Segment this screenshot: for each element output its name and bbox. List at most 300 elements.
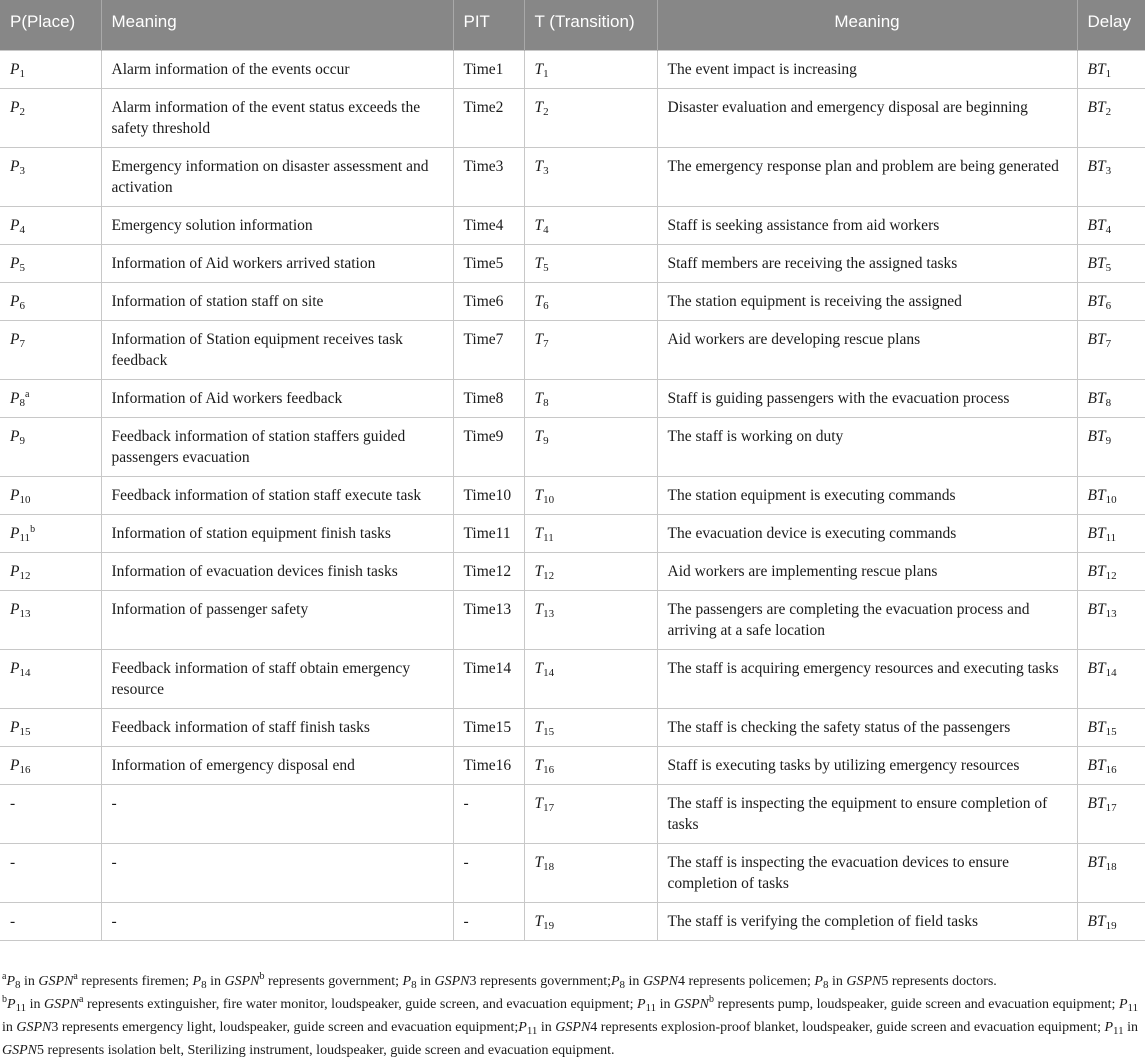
cell-place [0,88,101,147]
footnote-text: P [518,1020,527,1035]
footnote-text: P [814,974,823,989]
transition-index: 4 [543,223,549,236]
footnote-text: GSPN [555,1020,591,1035]
table-row [0,282,1145,320]
cell-delay [1077,784,1145,843]
cell-transition [524,784,657,843]
cell-pit: - [453,784,524,843]
footnote-mark: a [24,388,30,400]
cell-delay [1077,552,1145,590]
footnote-text: GSPN [16,1020,52,1035]
footnote-text: in [656,997,675,1012]
cell-delay [1077,708,1145,746]
cell-pit: Time8 [453,379,524,417]
delay-index: 17 [1105,801,1117,814]
cell-transition [524,320,657,379]
place-index: 4 [19,223,25,236]
transition-index: 15 [543,725,555,738]
table-row [0,50,1145,88]
transition-index: 19 [543,919,555,932]
place-index: 12 [19,569,31,582]
transition-index: 16 [543,763,555,776]
footnote-text: in [206,974,225,989]
delay-symbol: BT [1087,853,1106,871]
transition-index: 17 [543,801,555,814]
cell-transition [524,746,657,784]
place-symbol: - [10,853,16,871]
cell-transition [524,417,657,476]
footnote-text: GSPN [674,997,710,1012]
cell-place [0,320,101,379]
place-index: 5 [19,261,25,274]
cell-place [0,147,101,206]
delay-symbol: BT [1087,600,1106,618]
transition-symbol: T [534,912,544,930]
cell-delay [1077,50,1145,88]
cell-place [0,784,101,843]
delay-index: 16 [1105,763,1117,776]
cell-place-meaning: - [101,843,453,902]
delay-symbol: BT [1087,794,1106,812]
place-symbol: P [10,98,20,116]
footnote-text: GSPN [846,974,882,989]
place-index: 15 [19,725,31,738]
delay-symbol: BT [1087,389,1106,407]
place-symbol: P [10,60,20,78]
footnote-b [2,995,1142,1061]
place-symbol: P [10,659,20,677]
cell-transition-meaning: Staff is seeking assistance from aid workers [657,206,1077,244]
table-header [0,0,1145,50]
footnote-subscript: 11 [1127,1002,1139,1014]
footnote-text: 3 represents government; [469,974,611,989]
cell-transition-meaning: The staff is inspecting the equipment to ensure completion of tasks [657,784,1077,843]
cell-delay [1077,746,1145,784]
transition-symbol: T [534,756,544,774]
footnote-text: in [26,997,45,1012]
transition-symbol: T [534,98,544,116]
cell-transition [524,88,657,147]
cell-pit: Time1 [453,50,524,88]
delay-index: 2 [1105,105,1112,118]
cell-transition-meaning: The emergency response plan and problem are being generated [657,147,1077,206]
footnote-text: P [7,997,16,1012]
header-place: P(Place) [0,0,101,50]
table-row [0,206,1145,244]
cell-pit: Time9 [453,417,524,476]
table-row [0,902,1145,940]
transition-symbol: T [534,486,544,504]
cell-transition [524,552,657,590]
footnote-subscript: 11 [526,1025,538,1037]
delay-symbol: BT [1087,756,1106,774]
cell-transition-meaning: The staff is working on duty [657,417,1077,476]
cell-delay [1077,843,1145,902]
table-row [0,552,1145,590]
footnote-subscript: 8 [822,979,829,991]
footnote-text: 3 represents emergency light, loudspeaker, guide screen and evacuation equipment; [51,1020,519,1035]
footnote-text: represents extinguisher, fire water monitor, loudspeaker, guide screen, and evacuation equipment; [83,997,637,1012]
cell-delay [1077,379,1145,417]
cell-pit: Time7 [453,320,524,379]
header-pit: PIT [453,0,524,50]
cell-delay [1077,282,1145,320]
table-body [0,50,1145,940]
transition-index: 14 [543,666,555,679]
header-row [0,0,1145,50]
cell-pit: Time14 [453,649,524,708]
place-symbol: P [10,486,20,504]
delay-symbol: BT [1087,98,1106,116]
footnote-text: in [2,1020,17,1035]
footnote-text: GSPN [642,974,678,989]
delay-symbol: BT [1087,292,1106,310]
transition-index: 5 [543,261,549,274]
cell-place-meaning: Feedback information of staff finish tasks [101,708,453,746]
footnote-text: in [1123,1020,1139,1035]
cell-place [0,244,101,282]
cell-place [0,746,101,784]
cell-delay [1077,320,1145,379]
transition-index: 18 [543,860,555,873]
table-row [0,379,1145,417]
footnote-superscript: b [709,994,715,1005]
delay-symbol: BT [1087,562,1106,580]
cell-pit: Time3 [453,147,524,206]
transition-symbol: T [534,524,544,542]
cell-place-meaning: - [101,902,453,940]
delay-index: 7 [1105,337,1112,350]
cell-place [0,417,101,476]
cell-pit: Time11 [453,514,524,552]
footnote-subscript: 8 [15,979,21,991]
cell-delay [1077,590,1145,649]
footnote-mark: b [30,523,36,535]
delay-index: 18 [1105,860,1117,873]
header-place-meaning: Meaning [101,0,453,50]
footnote-superscript: a [73,971,78,982]
cell-pit: Time5 [453,244,524,282]
delay-symbol: BT [1087,659,1106,677]
transition-symbol: T [534,659,544,677]
cell-transition-meaning: The station equipment is receiving the assigned [657,282,1077,320]
table-row [0,746,1145,784]
footnote-text: GSPN [44,997,80,1012]
cell-transition [524,282,657,320]
place-index: 14 [19,666,31,679]
footnote-text: P [6,974,16,989]
transition-index: 8 [543,396,549,409]
cell-transition-meaning: The staff is verifying the completion of field tasks [657,902,1077,940]
delay-index: 9 [1105,434,1112,447]
cell-place [0,282,101,320]
cell-place-meaning: Emergency solution information [101,206,453,244]
cell-transition [524,147,657,206]
footnotes [0,972,1144,1061]
place-index: 16 [19,763,31,776]
cell-pit: - [453,843,524,902]
footnote-label: a [2,971,7,982]
cell-transition-meaning: The staff is acquiring emergency resources and executing tasks [657,649,1077,708]
delay-index: 3 [1105,164,1112,177]
delay-index: 5 [1105,261,1112,274]
transition-symbol: T [534,216,544,234]
transition-symbol: T [534,427,544,445]
cell-pit: Time4 [453,206,524,244]
cell-place [0,476,101,514]
footnote-text: 4 represents explosion-proof blanket, loudspeaker, guide screen and evacuation equipment; [590,1020,1105,1035]
cell-pit: Time6 [453,282,524,320]
delay-index: 11 [1105,531,1117,544]
footnote-a [2,972,1142,995]
transition-symbol: T [534,562,544,580]
place-symbol: P [10,562,20,580]
table-row [0,649,1145,708]
place-symbol: P [10,524,20,542]
place-symbol: - [10,794,16,812]
cell-place-meaning: Feedback information of staff obtain emergency resource [101,649,453,708]
cell-transition-meaning: The staff is inspecting the evacuation devices to ensure completion of tasks [657,843,1077,902]
cell-transition-meaning: Staff is executing tasks by utilizing emergency resources [657,746,1077,784]
transition-symbol: T [534,853,544,871]
cell-delay [1077,244,1145,282]
delay-index: 1 [1105,67,1112,80]
table-row [0,147,1145,206]
place-symbol: P [10,292,20,310]
place-index: 11 [19,531,31,544]
transition-symbol: T [534,157,544,175]
delay-symbol: BT [1087,486,1106,504]
header-transition: T (Transition) [524,0,657,50]
cell-pit: Time2 [453,88,524,147]
transition-index: 9 [543,434,549,447]
place-symbol: P [10,718,20,736]
header-transition-meaning: Meaning [657,0,1077,50]
delay-index: 15 [1105,725,1117,738]
delay-symbol: BT [1087,216,1106,234]
footnote-text: P [1104,1020,1114,1035]
cell-place-meaning: Emergency information on disaster assessment and activation [101,147,453,206]
delay-symbol: BT [1087,718,1106,736]
footnote-subscript: 11 [1113,1025,1124,1037]
cell-place-meaning: Information of evacuation devices finish tasks [101,552,453,590]
cell-place [0,649,101,708]
footnote-text: 5 represents doctors. [881,974,997,989]
cell-place-meaning: Information of station staff on site [101,282,453,320]
place-index: 9 [19,434,25,447]
transition-index: 11 [543,531,554,544]
place-index: 1 [19,67,25,80]
header-delay: Delay [1077,0,1145,50]
cell-place-meaning: Information of passenger safety [101,590,453,649]
place-symbol: P [10,756,20,774]
cell-transition [524,476,657,514]
footnote-text: in [20,974,39,989]
cell-delay [1077,902,1145,940]
delay-index: 8 [1105,396,1112,409]
footnote-text: represents firemen; [77,974,193,989]
table-row [0,843,1145,902]
delay-index: 14 [1105,666,1117,679]
footnote-text: P [402,974,412,989]
table-row [0,320,1145,379]
delay-symbol: BT [1087,330,1106,348]
cell-place-meaning: Information of emergency disposal end [101,746,453,784]
footnote-subscript: 11 [15,1002,27,1014]
place-index: 8 [19,396,25,409]
cell-place-meaning: Information of Aid workers feedback [101,379,453,417]
cell-pit: Time15 [453,708,524,746]
cell-place-meaning: Feedback information of station staff execute task [101,476,453,514]
delay-index: 13 [1105,607,1117,620]
table-row [0,476,1145,514]
cell-transition-meaning: Disaster evaluation and emergency disposal are beginning [657,88,1077,147]
cell-transition [524,206,657,244]
transition-symbol: T [534,794,544,812]
delay-symbol: BT [1087,157,1106,175]
place-index: 6 [19,299,25,312]
cell-delay [1077,649,1145,708]
transition-symbol: T [534,330,544,348]
cell-delay [1077,476,1145,514]
cell-pit: Time12 [453,552,524,590]
cell-transition-meaning: The evacuation device is executing commands [657,514,1077,552]
cell-place [0,50,101,88]
table-row [0,784,1145,843]
cell-transition-meaning: The staff is checking the safety status of the passengers [657,708,1077,746]
cell-place [0,902,101,940]
cell-place-meaning: Information of Aid workers arrived station [101,244,453,282]
transition-index: 13 [543,607,555,620]
cell-transition [524,244,657,282]
transition-index: 2 [543,105,549,118]
footnote-text: in [537,1020,556,1035]
transition-symbol: T [534,600,544,618]
place-index: 7 [19,337,25,350]
cell-delay [1077,88,1145,147]
place-symbol: P [10,216,20,234]
cell-place [0,590,101,649]
table-row [0,88,1145,147]
table-row [0,708,1145,746]
cell-delay [1077,417,1145,476]
cell-place-meaning: - [101,784,453,843]
cell-transition [524,708,657,746]
transition-symbol: T [534,60,544,78]
footnote-text: P [636,997,646,1012]
cell-pit: Time10 [453,476,524,514]
footnote-text: in [416,974,435,989]
footnote-superscript: a [79,994,84,1005]
cell-place-meaning: Information of Station equipment receives task feedback [101,320,453,379]
footnote-subscript: 8 [619,979,626,991]
cell-transition [524,50,657,88]
footnote-text: represents government; [264,974,403,989]
transition-index: 3 [543,164,549,177]
table-row [0,514,1145,552]
place-symbol: P [10,157,20,175]
place-index: 3 [19,164,25,177]
delay-symbol: BT [1087,524,1106,542]
delay-symbol: BT [1087,60,1106,78]
cell-place [0,379,101,417]
footnote-text: GSPN [38,974,74,989]
delay-index: 10 [1105,493,1117,506]
transition-symbol: T [534,292,544,310]
cell-transition [524,649,657,708]
footnote-text: in [625,974,643,989]
transition-index: 6 [543,299,549,312]
delay-index: 6 [1105,299,1112,312]
footnote-text: P [610,974,620,989]
transition-index: 12 [543,569,555,582]
footnote-subscript: 11 [645,1002,657,1014]
cell-delay [1077,206,1145,244]
place-index: 10 [19,493,31,506]
delay-index: 12 [1105,569,1117,582]
cell-place [0,206,101,244]
cell-place [0,514,101,552]
place-symbol: - [10,912,16,930]
place-symbol: P [10,389,20,407]
cell-delay [1077,147,1145,206]
transition-index: 10 [543,493,555,506]
table-row [0,244,1145,282]
footnote-subscript: 8 [411,979,417,991]
cell-pit: Time13 [453,590,524,649]
footnote-superscript: b [259,971,265,982]
cell-place-meaning: Alarm information of the event status exceeds the safety threshold [101,88,453,147]
footnote-text: 4 represents policemen; [677,974,815,989]
place-symbol: P [10,427,20,445]
footnote-text: GSPN [2,1043,37,1058]
cell-place [0,552,101,590]
transition-symbol: T [534,389,544,407]
footnote-text: GSPN [434,974,470,989]
transition-symbol: T [534,254,544,272]
table-row [0,590,1145,649]
cell-transition-meaning: Staff is guiding passengers with the evacuation process [657,379,1077,417]
cell-transition-meaning: Aid workers are developing rescue plans [657,320,1077,379]
footnote-subscript: 8 [201,979,207,991]
footnote-text: P [1118,997,1128,1012]
cell-transition [524,590,657,649]
footnote-text: 5 represents isolation belt, Sterilizing instrument, loudspeaker, guide screen and evacuation equipment. [37,1043,615,1058]
table-row [0,417,1145,476]
footnote-text: in [828,974,847,989]
cell-transition-meaning: Staff members are receiving the assigned tasks [657,244,1077,282]
place-symbol: P [10,330,20,348]
delay-symbol: BT [1087,912,1106,930]
delay-index: 19 [1105,919,1117,932]
footnote-text: represents pump, loudspeaker, guide screen and evacuation equipment; [714,997,1119,1012]
cell-transition [524,902,657,940]
cell-transition-meaning: The station equipment is executing commands [657,476,1077,514]
footnote-text: P [192,974,202,989]
cell-transition-meaning: Aid workers are implementing rescue plans [657,552,1077,590]
cell-place-meaning: Alarm information of the events occur [101,50,453,88]
cell-transition [524,379,657,417]
transition-index: 7 [543,337,549,350]
cell-place [0,843,101,902]
cell-transition [524,843,657,902]
cell-pit: - [453,902,524,940]
cell-place [0,708,101,746]
cell-delay [1077,514,1145,552]
cell-transition-meaning: The event impact is increasing [657,50,1077,88]
delay-symbol: BT [1087,254,1106,272]
place-index: 2 [19,105,25,118]
